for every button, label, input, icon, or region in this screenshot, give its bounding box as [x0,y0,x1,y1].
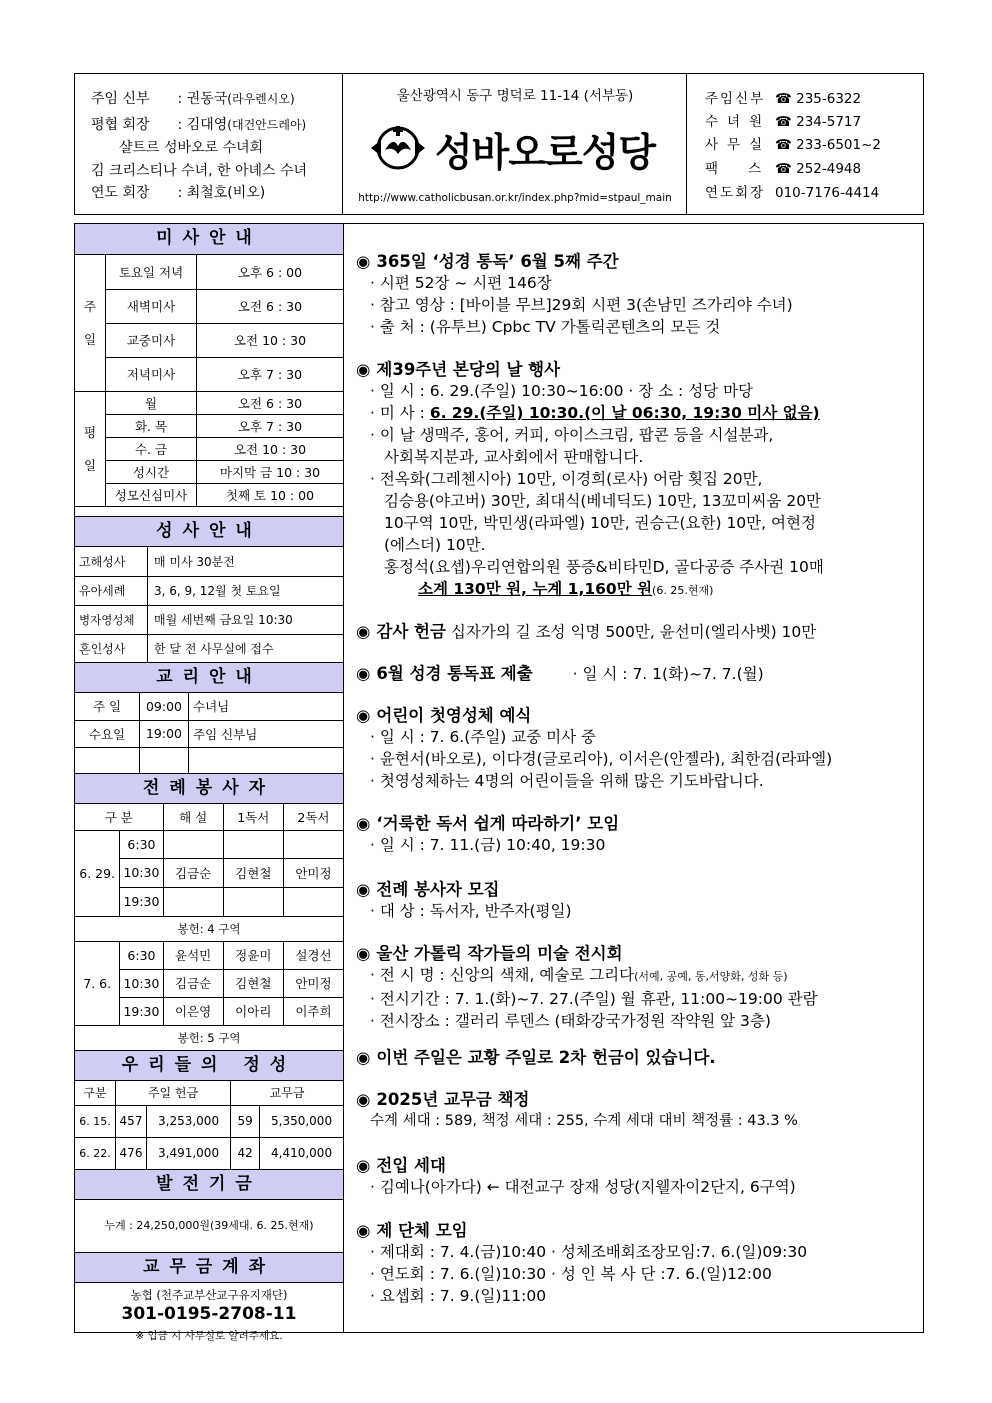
catechism-table [75,693,343,774]
liturgy-cell: 김현철 [223,858,283,887]
staff-line: 평협 회장 : 김대영(대건안드레아) [91,117,307,133]
contact-row: 팩스☎ 252-4948 [705,161,862,177]
account-header: 교무금계좌 [75,1252,343,1283]
catechism-teacher [189,747,344,773]
liturgy-cell: 설경선 [283,941,343,969]
mass-time: 오전 6 : 30 [197,391,344,414]
staff-info [75,74,343,214]
liturgy-time: 10:30 [120,969,163,997]
notice-line: · 첫영성체하는 4명의 어린이들을 위해 많은 기도바랍니다. [370,772,764,790]
bullet-icon: ◉ [356,1048,371,1067]
notice-line: · 미 사 : 6. 29.(주일) 10:30.(이 날 06:30, 19:30 미사 없음) [370,404,820,422]
liturgy-cell: 이은영 [163,997,223,1025]
catechism-header: 교리안내 [75,662,343,693]
notice-title: ◉ 감사 헌금 십자가의 길 조성 익명 500만, 윤선미(엘리사벳) 10만 [356,622,817,641]
notice-line: · 윤현서(바오로), 이다경(글로리아), 이서은(안젤라), 최한검(라파엘) [370,750,833,768]
liturgy-cell [163,830,223,858]
sacrament-info: 3, 6, 9, 12월 첫 토요일 [148,576,344,605]
contact-row: 연도회장 010-7176-4414 [705,185,880,201]
notice-line: · 요셉회 : 7. 9.(일)11:00 [370,1287,547,1305]
contact-row: 주임신부 ☎ 235-6322 [705,91,862,107]
notice-line: (에스더) 10만. [384,536,486,554]
sacrament-name: 혼인성사 [75,634,148,663]
sacrament-info: 한 달 전 사무실에 접수 [148,634,344,663]
account-number: 301-0195-2708-11 [121,1304,297,1324]
mass-time: 오후 6 : 00 [197,255,344,289]
liturgy-cell: 안미정 [283,858,343,887]
bullet-icon: ◉ [356,252,371,271]
bullet-icon: ◉ [356,880,371,899]
notice-line: · 연도회 : 7. 6.(일)10:30 · 성 인 복 사 단 :7. 6.(일)12:00 [370,1265,772,1283]
offerings-header: 우리들의 정성 [75,1050,343,1081]
liturgy-time: 19:30 [120,997,163,1025]
staff-line: 주임 신부 : 권동국(라우렌시오) [91,91,295,107]
mass-header: 미사안내 [75,224,343,255]
mass-name: 월 [106,391,197,414]
notice-line: · 일 시 : 7. 11.(금) 10:40, 19:30 [370,836,606,854]
liturgy-col-header: 1독서 [223,804,283,830]
notice-line: 10구역 10만, 박민생(라파엘) 10만, 권승근(요한) 10만, 여현정 [384,514,816,532]
mass-time: 마지막 금 10 : 30 [197,460,344,483]
bullet-icon: ◉ [356,1090,371,1109]
liturgy-col-header: 2독서 [283,804,343,830]
catechism-time: 09:00 [140,693,189,720]
liturgy-cell: 김현철 [223,969,283,997]
notice-line: 홍정석(요셉)우리연합의원 풍증&비타민D, 골다공증 주사권 10매 [384,558,824,576]
sacrament-name: 병자영성체 [75,605,148,634]
mass-name: 수. 금 [106,437,197,460]
bullet-icon: ◉ [356,622,371,641]
liturgy-date: 6. 29. [75,830,120,916]
mass-time: 오후 7 : 30 [197,357,344,391]
mass-time: 오후 7 : 30 [197,414,344,437]
liturgy-cell: 이주희 [283,997,343,1025]
offerings-amount: 3,253,000 [147,1105,231,1137]
liturgy-cell [223,830,283,858]
mass-time: 오전 10 : 30 [197,437,344,460]
bullet-icon: ◉ [356,944,371,963]
notice-line: · 제대회 : 7. 4.(금)10:40 · 성체조배회조장모임:7. 6.(일)09:30 [370,1243,808,1261]
bullet-icon: ◉ [356,664,371,683]
notice-line: 사회복지분과, 교사회에서 판매합니다. [384,448,644,466]
liturgy-cell [283,830,343,858]
notice-line: 수계 세대 : 589, 책정 세대 : 255, 수계 세대 대비 책정률 : 43.3 % [370,1113,798,1129]
staff-line: 김 크리스티나 수녀, 한 아녜스 수녀 [91,163,308,179]
contact-info [687,74,923,214]
bullet-icon: ◉ [356,1221,371,1240]
notice-volunteer-recruit [356,876,924,922]
liturgy-col-header: 구 분 [75,804,163,830]
notice-lectio-divina [356,810,924,856]
notice-title: ◉ 어린이 첫영성체 예식 [356,706,532,725]
liturgy-cell: 안미정 [283,969,343,997]
catechism-day [75,747,140,773]
church-name: 성바오로성당 [435,131,656,176]
contact-row: 수녀원 ☎ 234-5717 [705,114,862,130]
notice-line: · 일 시 : 6. 29.(주일) 10:30~16:00 · 장 소 : 성당 마당 [370,382,754,400]
notice-line: 김승용(야고버) 30만, 최대식(베네딕도) 10만, 13꼬미씨움 20만 [384,492,822,510]
account-note: ※ 입금 시 사무실로 알려주세요. [135,1330,283,1342]
notice-title: ◉ 365일 ‘성경 통독’ 6월 5째 주간 [356,252,619,271]
notice-dues-assessment [356,1086,924,1132]
bullet-icon: ◉ [356,814,371,833]
notice-parish-anniversary [356,356,924,602]
notice-title: ◉ 전입 세대 [356,1156,446,1175]
offerings-col-header: 교무금 [231,1081,343,1105]
mass-name: 성시간 [106,460,197,483]
notice-title: ◉ 이번 주일은 교황 주일로 2차 헌금이 있습니다. [356,1048,716,1067]
mass-name: 새벽미사 [106,289,197,323]
liturgy-cell [283,887,343,916]
liturgy-col-header: 해 설 [163,804,223,830]
mass-name: 저녁미사 [106,357,197,391]
notice-title: ◉ 6월 성경 통독표 제출 · 일 시 : 7. 1(화)~7. 7.(월) [356,664,764,683]
mass-name: 화. 목 [106,414,197,437]
notice-line: · 참고 영상 : [바이블 무브]29회 시편 3(손남민 즈가리야 수녀) [370,296,793,314]
notice-bible-reading [356,248,924,338]
mass-time: 오전 6 : 30 [197,289,344,323]
offerings-count: 457 [116,1105,147,1137]
mass-table [75,255,343,507]
liturgy-table [75,804,343,1051]
catechism-teacher: 수녀님 [189,693,344,720]
notice-title: ◉ 전례 봉사자 모집 [356,880,500,899]
sunday-label: 주 일 [75,255,106,391]
offerings-col-header: 구분 [75,1081,116,1105]
contact-row: 사무실 ☎ 233-6501~2 [705,137,882,153]
notice-line: · 전 시 명 : 신앙의 색채, 예술로 그리다(서예, 공예, 동,서양화, 성화 등) [370,966,788,984]
liturgy-time: 6:30 [120,941,163,969]
liturgy-offering: 봉헌: 4 구역 [75,916,343,941]
liturgy-cell [163,887,223,916]
church-title-block [343,74,687,214]
notice-title: ◉ 2025년 교무금 책정 [356,1090,530,1109]
staff-line: 연도 회장 : 최철호(비오) [91,185,266,201]
notice-pope-sunday [356,1044,924,1068]
notice-new-household [356,1152,924,1198]
sacrament-name: 고해성사 [75,547,148,576]
main-content [343,223,924,1333]
sacrament-info: 매월 세번째 금요일 10:30 [148,605,344,634]
catechism-time: 19:00 [140,720,189,747]
liturgy-cell: 김금순 [163,858,223,887]
notice-line: 소계 130만 원, 누계 1,160만 원(6. 25.현재) [418,580,714,598]
notice-line: · 전시기간 : 7. 1.(화)~7. 27.(주일) 월 휴관, 11:00~19:00 관람 [370,990,818,1008]
liturgy-offering: 봉헌: 5 구역 [75,1025,343,1050]
notice-line: · 시편 52장 ~ 시편 146장 [370,274,552,292]
sacrament-name: 유아세례 [75,576,148,605]
notice-line: · 일 시 : 7. 6.(주일) 교중 미사 중 [370,728,596,746]
offerings-count: 476 [116,1137,147,1169]
liturgy-time: 6:30 [120,830,163,858]
notice-title: ◉ 제 단체 모임 [356,1221,468,1240]
mass-name: 성모신심미사 [106,483,197,506]
liturgy-cell: 이아리 [223,997,283,1025]
church-url[interactable]: http://www.catholicbusan.or.kr/index.php?mid=stpaul_main [358,192,672,204]
offerings-col-header: 주일 헌금 [116,1081,231,1105]
notice-line: · 대 상 : 독서자, 반주자(평일) [370,902,572,920]
offerings-amount: 3,491,000 [147,1137,231,1169]
catechism-teacher: 주임 신부님 [189,720,344,747]
sidebar [74,223,344,1342]
offerings-amount: 4,410,000 [260,1137,343,1169]
offerings-count: 42 [231,1137,260,1169]
liturgy-cell [223,887,283,916]
notice-line: · 전시장소 : 갤러리 루덴스 (태화강국가정원 작약원 앞 3층) [370,1012,771,1030]
bullet-icon: ◉ [356,706,371,725]
catechism-day: 주 일 [75,693,140,720]
weekday-label: 평 일 [75,391,106,506]
notice-title: ◉ 울산 가톨릭 작가들의 미술 전시회 [356,944,623,963]
liturgy-cell: 김금순 [163,969,223,997]
mass-time: 첫째 토 10 : 00 [197,483,344,506]
bullet-icon: ◉ [356,360,371,379]
notice-line: · 이 날 생맥주, 홍어, 커피, 아이스크림, 팝콘 등을 시설분과, [370,426,774,444]
offerings-date: 6. 15. [75,1105,116,1137]
offerings-amount: 5,350,000 [260,1105,343,1137]
liturgy-time: 19:30 [120,887,163,916]
mass-time: 오전 10 : 30 [197,323,344,357]
notice-group-meetings [356,1217,924,1307]
liturgy-header: 전례봉사자 [75,773,343,804]
notice-thanks-offering [356,618,924,642]
offerings-date: 6. 22. [75,1137,116,1169]
notice-title: ◉ 제39주년 본당의 날 행사 [356,360,561,379]
sacrament-table [75,547,343,664]
bulletin-header [74,73,924,215]
offerings-count: 59 [231,1105,260,1137]
liturgy-date: 7. 6. [75,941,120,1025]
liturgy-cell: 윤석민 [163,941,223,969]
notice-line: · 전옥화(그레첸시아) 10만, 이경희(로사) 어람 횟집 20만, [370,470,763,488]
liturgy-cell: 정윤미 [223,941,283,969]
account-bank: 농협 (천주교부산교구유지재단) [130,1288,288,1302]
offerings-table [75,1081,343,1170]
mass-name: 토요일 저녁 [106,255,197,289]
notice-title: ◉ ‘거룩한 독서 쉽게 따라하기’ 모임 [356,814,620,833]
development-header: 발전기금 [75,1169,343,1200]
notice-line: · 출 처 : (유투브) Cpbc TV 가톨릭콘텐츠의 모든 것 [370,318,721,336]
church-logo-icon [367,124,429,172]
bullet-icon: ◉ [356,1156,371,1175]
sacrament-info: 매 미사 30분전 [148,547,344,576]
mass-name: 교중미사 [106,323,197,357]
liturgy-time: 10:30 [120,858,163,887]
staff-line: 샬트르 성바오로 수녀회 [119,140,264,156]
development-total: 누계 : 24,250,000원(39세대. 6. 25.현재) [104,1219,314,1232]
catechism-day: 수요일 [75,720,140,747]
notice-line: · 김예나(아가다) ← 대전교구 장재 성당(지웰자이2단지, 6구역) [370,1178,796,1196]
notice-art-exhibition [356,940,924,1032]
catechism-time [140,747,189,773]
notice-first-communion [356,702,924,792]
sacrament-header: 성사안내 [75,516,343,547]
notice-bible-submit [356,660,924,684]
church-address: 울산광역시 동구 명덕로 11-14 (서부동) [396,88,634,104]
